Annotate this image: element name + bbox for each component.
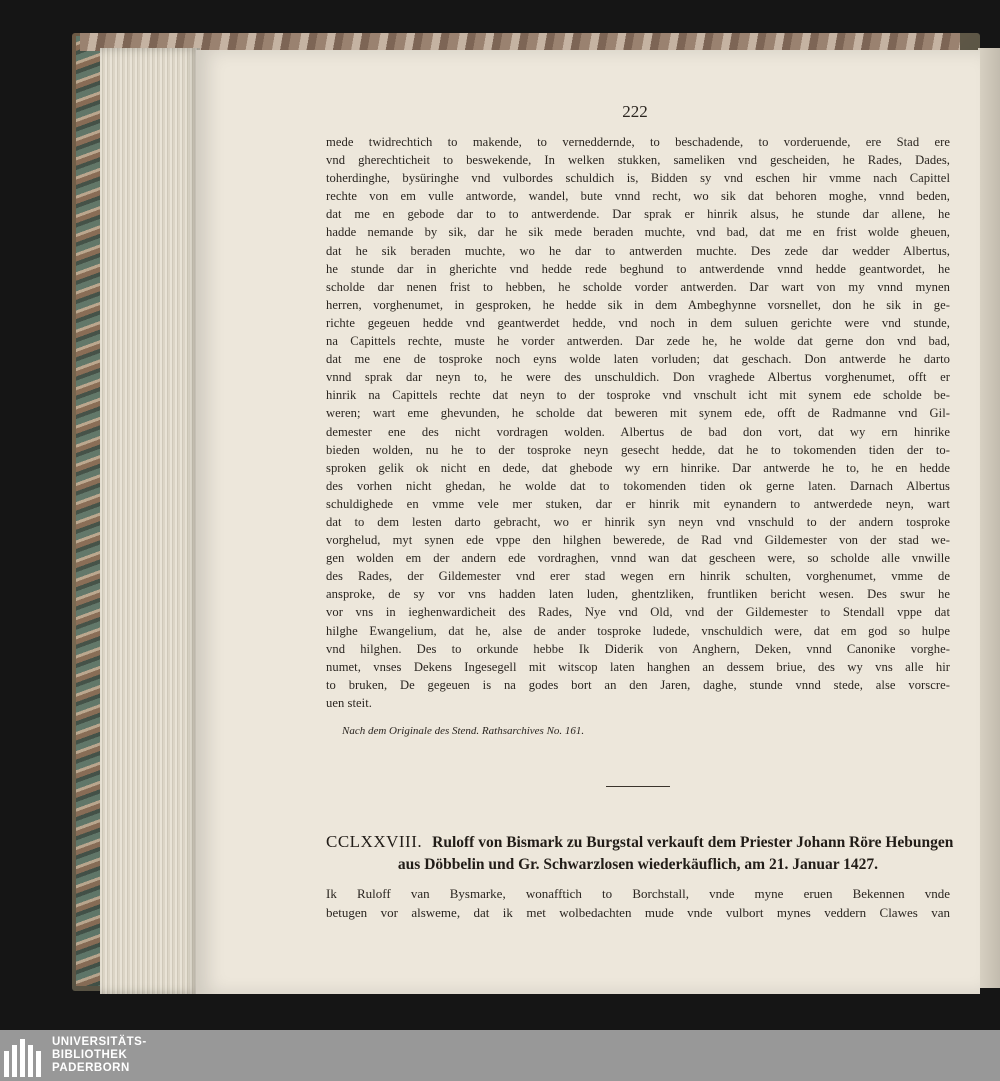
text-line: gen wolden em der andern ede vordraghen, vnnd wan dat gescheen were, so scholde alle vnwille bbox=[326, 551, 950, 566]
text-line: weren; wart eme ghevunden, he scholde dat beweren mit synem ede, offt de Radmanne vnd Gil- bbox=[326, 406, 950, 421]
logo-line-2: BIBLIOTHEK bbox=[52, 1049, 128, 1061]
library-logo-text[interactable] bbox=[52, 1036, 147, 1075]
section-number: CCLXXVIII. bbox=[326, 832, 423, 851]
text-line: dat he sik beraden muchte, wo he dar to antwerden muchte. Des zede dar wedder Albertus, bbox=[326, 243, 950, 258]
text-line: na Capittels rechte, muste he vorder antwerden. Dar zede he, he wolde dat gerne don vnd bad, bbox=[326, 334, 950, 349]
text-line: hilghe Ewangelium, dat he, alse de ander tosproke ludede, vnschuldich were, dat em god so hulpe bbox=[326, 623, 950, 638]
text-line: scholde dar nenen frist to hebben, he scholde vorder antwerden. Dar wart von my vnnd mynen bbox=[326, 279, 950, 294]
source-note: Nach dem Originale des Stend. Rathsarchives No. 161. bbox=[342, 725, 585, 737]
text-line: hadde nemande by sik, dar he sik mede beraden muchte, vnd bad, dat me en frist wolde gheuen, bbox=[326, 225, 950, 240]
facing-page-edge bbox=[978, 48, 1000, 988]
text-line: vnd gherechticheit to beswekende, In welken stukken, sameliken vnd gescheiden, he Rades, Dades, bbox=[326, 153, 950, 168]
text-line: ansproke, de sy vor vns hadden laten luden, ghentzliken, fruntliken bericht wesen. Des swur he bbox=[326, 587, 950, 602]
page-number: 222 bbox=[622, 102, 648, 121]
text-line: schuldighede en vmme vele mer stuken, dar er hinrik mit eynandern to antwerdede neyn, wart bbox=[326, 496, 950, 511]
text-line: dat me en gebode dar to to antwerdende. Dar sprak er hinrik alsus, he stunde dar allene, he bbox=[326, 207, 950, 222]
text-line: bieden wolden, nu he to der tosproke neyn gesecht hedde, dat he to tokomenden tiden der to- bbox=[326, 442, 950, 457]
text-line: dat me ene de tosproke noch eyns wolde laten vorluden; dat geschach. Don antwerde he darto bbox=[326, 352, 950, 367]
book-top-edge bbox=[80, 33, 960, 51]
text-line: dat to dem lesten darto gebracht, wo er hinrik syn neyn vnd vnschuld to der andern tosproke bbox=[326, 514, 950, 529]
text-line: mede twidrechtich to makende, to verneddernde, to beschadende, to vorderuende, ere Stad ere bbox=[326, 135, 950, 149]
logo-line-1: UNIVERSITÄTS- bbox=[52, 1036, 147, 1048]
section-body-text bbox=[326, 884, 950, 922]
document-body-text bbox=[326, 133, 950, 712]
text-line: demester ene des nicht vordragen wolden. Albertus de bad don vort, dat wy ern hinrike bbox=[326, 424, 950, 439]
text-line: sproken gelik ok nicht en dede, dat ghebode wy ern hinrike. Dar antwerde he to, he en hedde bbox=[326, 460, 950, 475]
text-line: herren, vorghenumet, in gesproken, he hedde sik in dem Ambeghynne vorsnellet, don he sik in ge- bbox=[326, 297, 950, 312]
text-line: he stunde dar in gherichte vnd hedde rede beghund to antwerdende vnnd hedde geantwordet, he bbox=[326, 261, 950, 276]
text-line: des Rades, der Gildemester vnd erer stad wegen ern hinrik schulten, vorghenumet, vmme de bbox=[326, 569, 950, 584]
section-title-line-2: aus Döbbelin und Gr. Schwarzlosen wiederkäuflich, am 21. Januar 1427. bbox=[397, 856, 879, 873]
text-line: hinrik na Capittels rechte dat neyn to der tosproke vnd vnschult icht mit synem ede scholde be- bbox=[326, 388, 950, 403]
logo-line-3: PADERBORN bbox=[52, 1062, 130, 1074]
text-line: vor vns in ieghenwardicheit des Rades, Nye vnd Old, vnd der Gildemester to Stendall vppe dat bbox=[326, 605, 950, 620]
text-line: rechte von em vulle antworde, wandel, bute vnnd recht, wo sik dat behoren moghe, vnnd beden, bbox=[326, 189, 950, 204]
text-line: to bruken, De gegeuen is na godes bort an den Jaren, daghe, stunde vnnd stede, alse vorscre- bbox=[326, 677, 950, 692]
text-line: Ik Ruloff van Bysmarke, wonafftich to Borchstall, vnde myne eruen Bekennen vnde bbox=[326, 886, 950, 901]
section-heading bbox=[326, 832, 954, 874]
footer-bar bbox=[0, 1030, 1000, 1081]
text-line: uen steit. bbox=[326, 695, 372, 710]
library-logo-icon bbox=[4, 1035, 46, 1077]
section-divider bbox=[606, 786, 670, 787]
text-line: toherdinghe, bysüringhe vnd vulbordes schuldich is, Bidden sy vnd eschen hir vmme nach Capittel bbox=[326, 171, 950, 186]
text-line: des vorhen nicht ghedan, he wolde dat to tokomenden tiden ok gerne laten. Darnach Albertus bbox=[326, 478, 950, 493]
page-block-edge bbox=[100, 48, 200, 994]
text-line: numet, vnses Dekens Ingesegell mit witscop laten hanghen an dessem briue, des wy vns alle hir bbox=[326, 659, 950, 674]
text-line: richte gegeuen hedde vnd geantwerdet hedde, vnd noch in dem suluen gerichte were vnd stunde, bbox=[326, 315, 950, 330]
text-line: vnnd sprak dar neyn to, he were des unschuldich. Don vraghede Albertus vorghenumet, offt er bbox=[326, 370, 950, 385]
text-line: betugen vor alsweme, dat ik met wolbedachten mude vnde vulbort mynes veddern Clawes van bbox=[326, 905, 950, 920]
text-line: vnd hilghen. Des to orkunde hebbe Ik Diderik von Anghern, Deken, vnnd Canonike vorghe- bbox=[326, 641, 950, 656]
section-title-line-1: Ruloff von Bismark zu Burgstal verkauft dem Priester Johann Röre Hebungen bbox=[432, 834, 954, 851]
text-line: vorghelud, myt synen ede vppe den hilghen bewerede, de Rad vnd Gildemester von der stad we- bbox=[326, 533, 950, 548]
